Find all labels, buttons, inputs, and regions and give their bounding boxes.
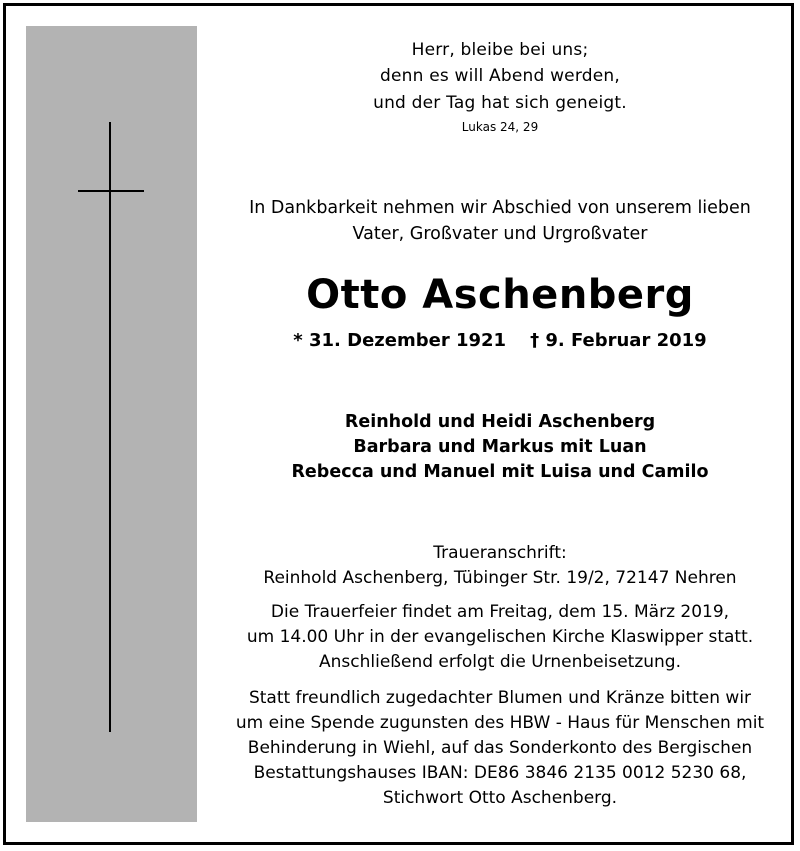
intro-line: Vater, Großvater und Urgroßvater <box>352 224 648 244</box>
ceremony-line: Anschließend erfolgt die Urnenbeisetzung. <box>319 652 681 672</box>
cross-icon-vertical-bar <box>109 122 111 732</box>
family-line: Barbara und Markus mit Luan <box>353 437 647 457</box>
donation-line: Behinderung in Wiehl, auf das Sonderkonto des Bergischen <box>247 738 753 758</box>
ceremony-line: Die Trauerfeier findet am Freitag, dem 15. März 2019, <box>270 602 730 622</box>
cross-icon-horizontal-bar <box>78 190 144 192</box>
life-dates <box>220 330 780 351</box>
address-value: Reinhold Aschenberg, Tübinger Str. 19/2, 72147 Nehren <box>263 568 737 588</box>
donation-line: Bestattungshauses IBAN: DE86 3846 2135 0012 5230 68, <box>253 763 747 783</box>
address-label: Traueranschrift: <box>433 543 567 563</box>
intro-line: In Dankbarkeit nehmen wir Abschied von unserem lieben <box>249 198 751 218</box>
birth-date: * 31. Dezember 1921 <box>293 330 507 351</box>
verse-line: denn es will Abend werden, <box>380 66 620 86</box>
deceased-name: Otto Aschenberg <box>306 272 694 318</box>
donation-line: um eine Spende zugunsten des HBW - Haus für Menschen mit <box>235 713 765 733</box>
donation-line: Stichwort Otto Aschenberg. <box>382 788 618 808</box>
family-line: Reinhold und Heidi Aschenberg <box>344 412 656 432</box>
death-date: † 9. Februar 2019 <box>530 330 707 351</box>
verse-line: und der Tag hat sich geneigt. <box>373 93 627 113</box>
ceremony-line: um 14.00 Uhr in der evangelischen Kirche Klaswipper statt. <box>246 627 754 647</box>
gray-side-panel <box>26 26 197 822</box>
verse-line: Herr, bleibe bei uns; <box>411 40 589 60</box>
donation-line: Statt freundlich zugedachter Blumen und Kränze bitten wir <box>248 688 752 708</box>
verse-reference: Lukas 24, 29 <box>461 120 539 134</box>
family-line: Rebecca und Manuel mit Luisa und Camilo <box>291 462 709 482</box>
